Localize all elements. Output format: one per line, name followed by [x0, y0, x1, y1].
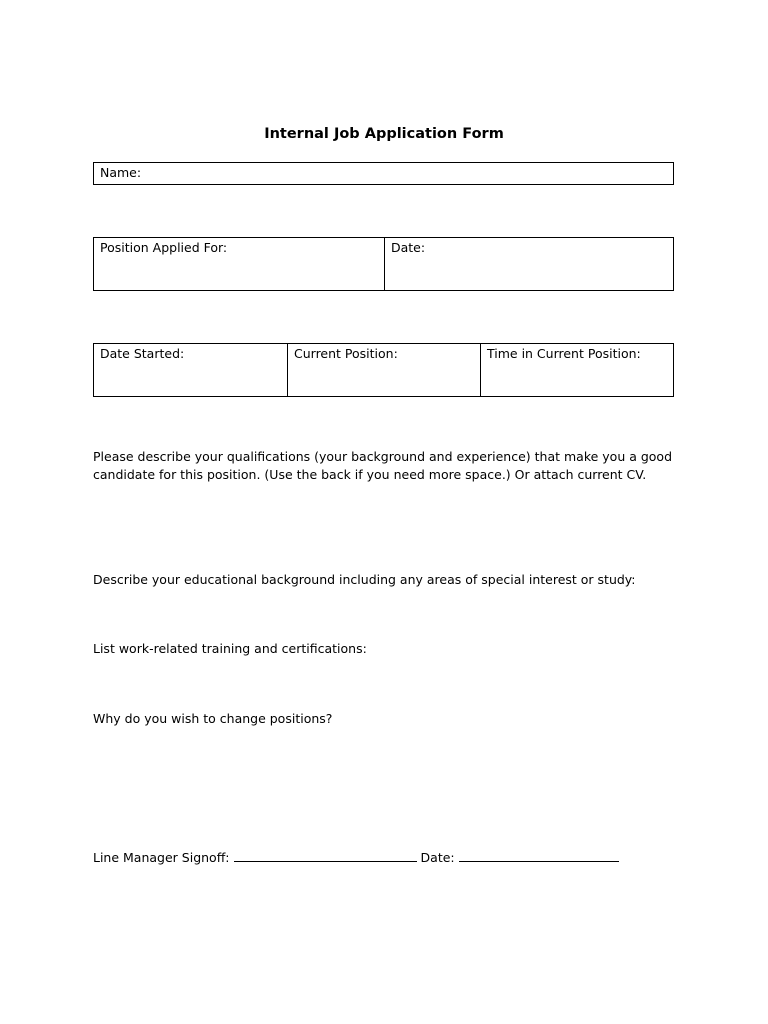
time-in-position-label: Time in Current Position:	[487, 346, 641, 361]
position-date-row	[93, 237, 674, 291]
education-prompt: Describe your educational background including any areas of special interest or study:	[93, 572, 636, 587]
signoff-date-label: Date:	[420, 850, 455, 865]
date-started-field[interactable]	[94, 344, 288, 396]
current-position-label: Current Position:	[294, 346, 398, 361]
time-in-position-field[interactable]	[481, 344, 673, 396]
qualifications-line-1: Please describe your qualifications (your background and experience) that make you a good	[93, 449, 673, 464]
name-label: Name:	[100, 165, 142, 180]
form-title: Internal Job Application Form	[264, 126, 504, 142]
training-prompt: List work-related training and certifications:	[93, 641, 367, 656]
qualifications-prompt	[93, 448, 693, 484]
name-row	[93, 162, 674, 185]
signature-blank[interactable]	[234, 849, 417, 862]
position-applied-label: Position Applied For:	[100, 240, 228, 255]
position-applied-field[interactable]	[94, 238, 385, 290]
date-started-label: Date Started:	[100, 346, 185, 361]
change-reason-prompt: Why do you wish to change positions?	[93, 711, 333, 726]
signoff-line	[93, 849, 619, 867]
signoff-label: Line Manager Signoff:	[93, 850, 230, 865]
current-employment-row	[93, 343, 674, 397]
application-date-field[interactable]	[385, 238, 673, 290]
application-date-label: Date:	[391, 240, 426, 255]
name-field[interactable]	[94, 163, 673, 184]
signoff-date-blank[interactable]	[459, 849, 619, 862]
qualifications-line-2: candidate for this position. (Use the back if you need more space.) Or attach current CV.	[93, 467, 647, 482]
current-position-field[interactable]	[288, 344, 481, 396]
